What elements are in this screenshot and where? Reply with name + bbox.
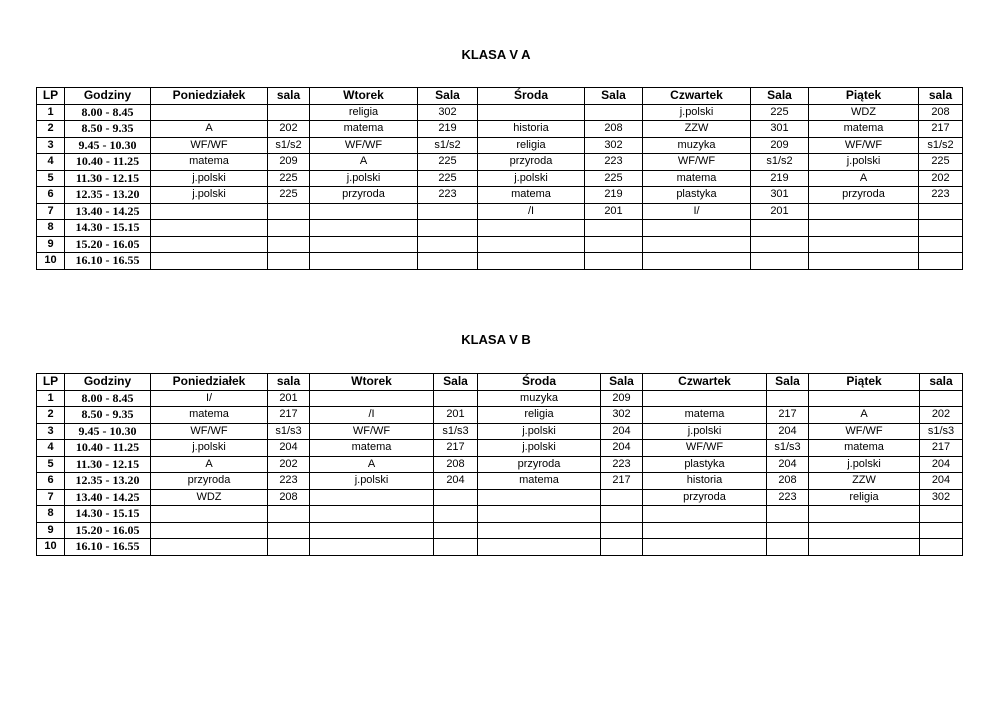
cell-sroda-sala: 225: [585, 170, 643, 187]
table-row: [37, 473, 963, 490]
cell-lp: 6: [37, 473, 65, 490]
cell-czwartek: plastyka: [643, 456, 767, 473]
header-poniedzialek-sala: sala: [268, 88, 310, 105]
cell-piatek: matema: [809, 440, 920, 457]
cell-piatek-sala: 204: [920, 473, 963, 490]
cell-poniedzialek: [151, 539, 268, 556]
cell-wtorek-sala: 201: [434, 407, 478, 424]
cell-czwartek: ZZW: [643, 121, 751, 138]
cell-sroda: muzyka: [478, 390, 601, 407]
cell-poniedzialek-sala: [268, 253, 310, 270]
table-row: [37, 170, 963, 187]
cell-lp: 10: [37, 253, 65, 270]
cell-wtorek-sala: [418, 236, 478, 253]
cell-piatek: [809, 522, 920, 539]
cell-sroda-sala: [601, 539, 643, 556]
cell-czwartek-sala: 204: [767, 423, 809, 440]
cell-sroda: /I: [478, 203, 585, 220]
cell-piatek-sala: 223: [919, 187, 963, 204]
cell-sroda-sala: [601, 522, 643, 539]
header-row: [37, 374, 963, 391]
cell-poniedzialek: [151, 220, 268, 237]
header-sroda: Środa: [478, 374, 601, 391]
cell-czwartek-sala: [751, 253, 809, 270]
cell-wtorek-sala: s1/s3: [434, 423, 478, 440]
cell-poniedzialek-sala: 225: [268, 170, 310, 187]
cell-wtorek-sala: [434, 522, 478, 539]
cell-czwartek: [643, 253, 751, 270]
cell-sroda-sala: 204: [601, 440, 643, 457]
cell-poniedzialek: [151, 104, 268, 121]
cell-poniedzialek-sala: 209: [268, 154, 310, 171]
header-piatek-sala: sala: [919, 88, 963, 105]
cell-piatek-sala: [919, 236, 963, 253]
cell-wtorek: [310, 522, 434, 539]
cell-piatek: j.polski: [809, 456, 920, 473]
table-row: [37, 220, 963, 237]
cell-poniedzialek-sala: [268, 220, 310, 237]
cell-piatek: [809, 253, 919, 270]
header-poniedzialek: Poniedziałek: [151, 374, 268, 391]
cell-wtorek: religia: [310, 104, 418, 121]
cell-lp: 8: [37, 506, 65, 523]
cell-piatek: A: [809, 407, 920, 424]
cell-godziny: 10.40 - 11.25: [65, 154, 151, 171]
cell-piatek-sala: [920, 390, 963, 407]
header-czwartek: Czwartek: [643, 374, 767, 391]
cell-piatek-sala: 204: [920, 456, 963, 473]
cell-lp: 7: [37, 489, 65, 506]
cell-piatek-sala: s1/s3: [920, 423, 963, 440]
cell-godziny: 11.30 - 12.15: [65, 170, 151, 187]
cell-czwartek-sala: s1/s3: [767, 440, 809, 457]
cell-wtorek-sala: [434, 506, 478, 523]
cell-piatek: przyroda: [809, 187, 919, 204]
cell-piatek-sala: [919, 203, 963, 220]
header-lp: LP: [37, 374, 65, 391]
table-row: [37, 456, 963, 473]
cell-sroda-sala: [585, 220, 643, 237]
cell-sroda-sala: 208: [585, 121, 643, 138]
cell-godziny: 8.50 - 9.35: [65, 121, 151, 138]
cell-godziny: 16.10 - 16.55: [65, 539, 151, 556]
cell-lp: 1: [37, 390, 65, 407]
cell-godziny: 9.45 - 10.30: [65, 137, 151, 154]
cell-piatek-sala: 202: [920, 407, 963, 424]
cell-piatek: WF/WF: [809, 137, 919, 154]
cell-sroda: [478, 236, 585, 253]
cell-poniedzialek: matema: [151, 407, 268, 424]
cell-poniedzialek-sala: [268, 203, 310, 220]
header-piatek: Piątek: [809, 88, 919, 105]
cell-wtorek-sala: [418, 220, 478, 237]
cell-poniedzialek: WF/WF: [151, 137, 268, 154]
cell-lp: 3: [37, 423, 65, 440]
cell-wtorek: /I: [310, 407, 434, 424]
header-sroda: Środa: [478, 88, 585, 105]
cell-poniedzialek: j.polski: [151, 440, 268, 457]
cell-wtorek: matema: [310, 440, 434, 457]
cell-sroda-sala: 302: [601, 407, 643, 424]
table-row: [37, 203, 963, 220]
cell-wtorek-sala: 208: [434, 456, 478, 473]
cell-lp: 9: [37, 236, 65, 253]
table-row: [37, 121, 963, 138]
cell-piatek: religia: [809, 489, 920, 506]
header-wtorek: Wtorek: [310, 88, 418, 105]
cell-wtorek-sala: [434, 390, 478, 407]
header-lp: LP: [37, 88, 65, 105]
table-row: [37, 187, 963, 204]
header-godziny: Godziny: [65, 88, 151, 105]
cell-lp: 7: [37, 203, 65, 220]
cell-lp: 9: [37, 522, 65, 539]
cell-sroda: [478, 489, 601, 506]
cell-poniedzialek-sala: [268, 236, 310, 253]
cell-sroda: przyroda: [478, 456, 601, 473]
cell-czwartek: historia: [643, 473, 767, 490]
cell-godziny: 9.45 - 10.30: [65, 423, 151, 440]
cell-lp: 2: [37, 407, 65, 424]
cell-sroda-sala: [585, 253, 643, 270]
cell-sroda: [478, 253, 585, 270]
header-czwartek-sala: Sala: [767, 374, 809, 391]
cell-czwartek: plastyka: [643, 187, 751, 204]
cell-poniedzialek: [151, 253, 268, 270]
cell-poniedzialek: A: [151, 121, 268, 138]
cell-godziny: 8.00 - 8.45: [65, 104, 151, 121]
cell-sroda-sala: 204: [601, 423, 643, 440]
cell-lp: 5: [37, 456, 65, 473]
cell-wtorek: j.polski: [310, 473, 434, 490]
cell-wtorek: [310, 220, 418, 237]
cell-godziny: 15.20 - 16.05: [65, 522, 151, 539]
cell-czwartek: muzyka: [643, 137, 751, 154]
cell-poniedzialek: [151, 506, 268, 523]
cell-wtorek-sala: 204: [434, 473, 478, 490]
table-row: [37, 253, 963, 270]
cell-czwartek: [643, 220, 751, 237]
cell-lp: 6: [37, 187, 65, 204]
cell-piatek-sala: 302: [920, 489, 963, 506]
table-row: [37, 440, 963, 457]
cell-sroda-sala: [601, 506, 643, 523]
cell-czwartek-sala: 223: [767, 489, 809, 506]
header-sroda-sala: Sala: [601, 374, 643, 391]
cell-poniedzialek: przyroda: [151, 473, 268, 490]
cell-sroda-sala: [585, 236, 643, 253]
cell-sroda: przyroda: [478, 154, 585, 171]
cell-piatek: WDZ: [809, 104, 919, 121]
cell-lp: 4: [37, 154, 65, 171]
cell-czwartek: [643, 390, 767, 407]
cell-wtorek-sala: [434, 489, 478, 506]
cell-sroda: matema: [478, 187, 585, 204]
header-sroda-sala: Sala: [585, 88, 643, 105]
class-a-schedule-table: [36, 87, 963, 270]
header-poniedzialek: Poniedziałek: [151, 88, 268, 105]
cell-czwartek: matema: [643, 170, 751, 187]
cell-sroda: [478, 522, 601, 539]
cell-poniedzialek-sala: 202: [268, 121, 310, 138]
cell-poniedzialek-sala: s1/s2: [268, 137, 310, 154]
cell-poniedzialek: I/: [151, 390, 268, 407]
cell-wtorek: A: [310, 154, 418, 171]
cell-wtorek-sala: 217: [434, 440, 478, 457]
cell-godziny: 11.30 - 12.15: [65, 456, 151, 473]
cell-czwartek: WF/WF: [643, 440, 767, 457]
cell-czwartek: [643, 236, 751, 253]
table-row: [37, 104, 963, 121]
cell-poniedzialek-sala: [268, 104, 310, 121]
cell-godziny: 8.50 - 9.35: [65, 407, 151, 424]
cell-poniedzialek-sala: 223: [268, 473, 310, 490]
cell-lp: 1: [37, 104, 65, 121]
cell-czwartek-sala: [767, 539, 809, 556]
cell-godziny: 14.30 - 15.15: [65, 220, 151, 237]
cell-sroda: j.polski: [478, 423, 601, 440]
cell-sroda-sala: 302: [585, 137, 643, 154]
cell-wtorek-sala: s1/s2: [418, 137, 478, 154]
cell-czwartek: j.polski: [643, 423, 767, 440]
cell-wtorek: matema: [310, 121, 418, 138]
cell-poniedzialek-sala: [268, 506, 310, 523]
cell-wtorek: WF/WF: [310, 137, 418, 154]
cell-sroda-sala: 217: [601, 473, 643, 490]
cell-czwartek: przyroda: [643, 489, 767, 506]
cell-poniedzialek-sala: 202: [268, 456, 310, 473]
table-row: [37, 423, 963, 440]
cell-poniedzialek: WDZ: [151, 489, 268, 506]
header-piatek-sala: sala: [920, 374, 963, 391]
cell-sroda: religia: [478, 407, 601, 424]
cell-wtorek-sala: 219: [418, 121, 478, 138]
cell-godziny: 13.40 - 14.25: [65, 203, 151, 220]
header-wtorek: Wtorek: [310, 374, 434, 391]
cell-poniedzialek: [151, 203, 268, 220]
header-czwartek-sala: Sala: [751, 88, 809, 105]
cell-poniedzialek: j.polski: [151, 187, 268, 204]
class-b-title: KLASA V B: [461, 332, 531, 347]
cell-poniedzialek: [151, 236, 268, 253]
cell-wtorek: [310, 539, 434, 556]
cell-wtorek-sala: 225: [418, 170, 478, 187]
cell-poniedzialek-sala: 225: [268, 187, 310, 204]
cell-poniedzialek: [151, 522, 268, 539]
cell-piatek: j.polski: [809, 154, 919, 171]
cell-piatek: [809, 506, 920, 523]
cell-sroda-sala: 209: [601, 390, 643, 407]
table-row: [37, 407, 963, 424]
cell-godziny: 16.10 - 16.55: [65, 253, 151, 270]
table-row: [37, 390, 963, 407]
class-a-title: KLASA V A: [461, 47, 531, 62]
cell-lp: 8: [37, 220, 65, 237]
table-row: [37, 137, 963, 154]
cell-sroda-sala: [585, 104, 643, 121]
cell-godziny: 14.30 - 15.15: [65, 506, 151, 523]
header-wtorek-sala: Sala: [434, 374, 478, 391]
cell-piatek: matema: [809, 121, 919, 138]
cell-czwartek-sala: [751, 236, 809, 253]
cell-poniedzialek: A: [151, 456, 268, 473]
cell-piatek-sala: [919, 253, 963, 270]
cell-piatek: [809, 236, 919, 253]
cell-godziny: 10.40 - 11.25: [65, 440, 151, 457]
cell-sroda: religia: [478, 137, 585, 154]
cell-piatek-sala: [920, 539, 963, 556]
header-wtorek-sala: Sala: [418, 88, 478, 105]
cell-czwartek-sala: s1/s2: [751, 154, 809, 171]
cell-sroda: j.polski: [478, 170, 585, 187]
cell-piatek-sala: 225: [919, 154, 963, 171]
cell-poniedzialek-sala: [268, 539, 310, 556]
cell-poniedzialek-sala: 217: [268, 407, 310, 424]
cell-czwartek-sala: [751, 220, 809, 237]
cell-sroda: matema: [478, 473, 601, 490]
cell-wtorek: [310, 506, 434, 523]
cell-czwartek-sala: 219: [751, 170, 809, 187]
cell-wtorek: j.polski: [310, 170, 418, 187]
cell-piatek-sala: [919, 220, 963, 237]
cell-piatek-sala: 208: [919, 104, 963, 121]
cell-wtorek-sala: [418, 253, 478, 270]
cell-sroda-sala: 219: [585, 187, 643, 204]
cell-piatek-sala: 202: [919, 170, 963, 187]
cell-wtorek-sala: 225: [418, 154, 478, 171]
header-row: [37, 88, 963, 105]
cell-czwartek: [643, 506, 767, 523]
cell-czwartek-sala: 208: [767, 473, 809, 490]
cell-sroda: [478, 220, 585, 237]
cell-wtorek-sala: 302: [418, 104, 478, 121]
cell-piatek-sala: s1/s2: [919, 137, 963, 154]
cell-czwartek: WF/WF: [643, 154, 751, 171]
cell-wtorek: WF/WF: [310, 423, 434, 440]
header-godziny: Godziny: [65, 374, 151, 391]
cell-sroda: [478, 506, 601, 523]
cell-sroda: historia: [478, 121, 585, 138]
cell-poniedzialek: WF/WF: [151, 423, 268, 440]
cell-czwartek-sala: 209: [751, 137, 809, 154]
cell-poniedzialek-sala: s1/s3: [268, 423, 310, 440]
cell-czwartek: I/: [643, 203, 751, 220]
header-czwartek: Czwartek: [643, 88, 751, 105]
cell-czwartek-sala: [767, 506, 809, 523]
cell-godziny: 8.00 - 8.45: [65, 390, 151, 407]
cell-wtorek: [310, 253, 418, 270]
cell-sroda-sala: 201: [585, 203, 643, 220]
cell-poniedzialek-sala: 201: [268, 390, 310, 407]
cell-piatek-sala: 217: [919, 121, 963, 138]
cell-lp: 2: [37, 121, 65, 138]
cell-czwartek-sala: [767, 522, 809, 539]
cell-poniedzialek-sala: 208: [268, 489, 310, 506]
class-b-schedule-table: [36, 373, 963, 556]
cell-sroda-sala: 223: [601, 456, 643, 473]
cell-piatek-sala: [920, 506, 963, 523]
cell-czwartek: matema: [643, 407, 767, 424]
cell-lp: 3: [37, 137, 65, 154]
cell-piatek: [809, 539, 920, 556]
cell-wtorek-sala: 223: [418, 187, 478, 204]
cell-piatek: WF/WF: [809, 423, 920, 440]
cell-czwartek-sala: 301: [751, 121, 809, 138]
cell-piatek: ZZW: [809, 473, 920, 490]
cell-czwartek-sala: [767, 390, 809, 407]
cell-godziny: 15.20 - 16.05: [65, 236, 151, 253]
cell-czwartek-sala: 225: [751, 104, 809, 121]
cell-lp: 4: [37, 440, 65, 457]
cell-czwartek: [643, 539, 767, 556]
cell-czwartek-sala: 201: [751, 203, 809, 220]
cell-wtorek: A: [310, 456, 434, 473]
cell-piatek-sala: 217: [920, 440, 963, 457]
cell-czwartek-sala: 204: [767, 456, 809, 473]
cell-czwartek-sala: 301: [751, 187, 809, 204]
table-row: [37, 236, 963, 253]
cell-wtorek: [310, 489, 434, 506]
cell-poniedzialek-sala: [268, 522, 310, 539]
table-row: [37, 489, 963, 506]
cell-sroda-sala: [601, 489, 643, 506]
cell-wtorek: [310, 203, 418, 220]
cell-wtorek: [310, 236, 418, 253]
cell-piatek-sala: [920, 522, 963, 539]
cell-czwartek: j.polski: [643, 104, 751, 121]
cell-sroda-sala: 223: [585, 154, 643, 171]
table-row: [37, 506, 963, 523]
table-row: [37, 539, 963, 556]
cell-piatek: A: [809, 170, 919, 187]
table-row: [37, 154, 963, 171]
header-piatek: Piątek: [809, 374, 920, 391]
cell-sroda: j.polski: [478, 440, 601, 457]
cell-piatek: [809, 220, 919, 237]
cell-godziny: 13.40 - 14.25: [65, 489, 151, 506]
cell-wtorek-sala: [418, 203, 478, 220]
cell-poniedzialek-sala: 204: [268, 440, 310, 457]
cell-poniedzialek: j.polski: [151, 170, 268, 187]
cell-godziny: 12.35 - 13.20: [65, 187, 151, 204]
header-poniedzialek-sala: sala: [268, 374, 310, 391]
table-row: [37, 522, 963, 539]
cell-godziny: 12.35 - 13.20: [65, 473, 151, 490]
cell-lp: 10: [37, 539, 65, 556]
cell-lp: 5: [37, 170, 65, 187]
cell-sroda: [478, 539, 601, 556]
cell-czwartek: [643, 522, 767, 539]
cell-piatek: [809, 203, 919, 220]
cell-wtorek: [310, 390, 434, 407]
cell-wtorek-sala: [434, 539, 478, 556]
cell-wtorek: przyroda: [310, 187, 418, 204]
cell-sroda: [478, 104, 585, 121]
cell-piatek: [809, 390, 920, 407]
cell-czwartek-sala: 217: [767, 407, 809, 424]
cell-poniedzialek: matema: [151, 154, 268, 171]
